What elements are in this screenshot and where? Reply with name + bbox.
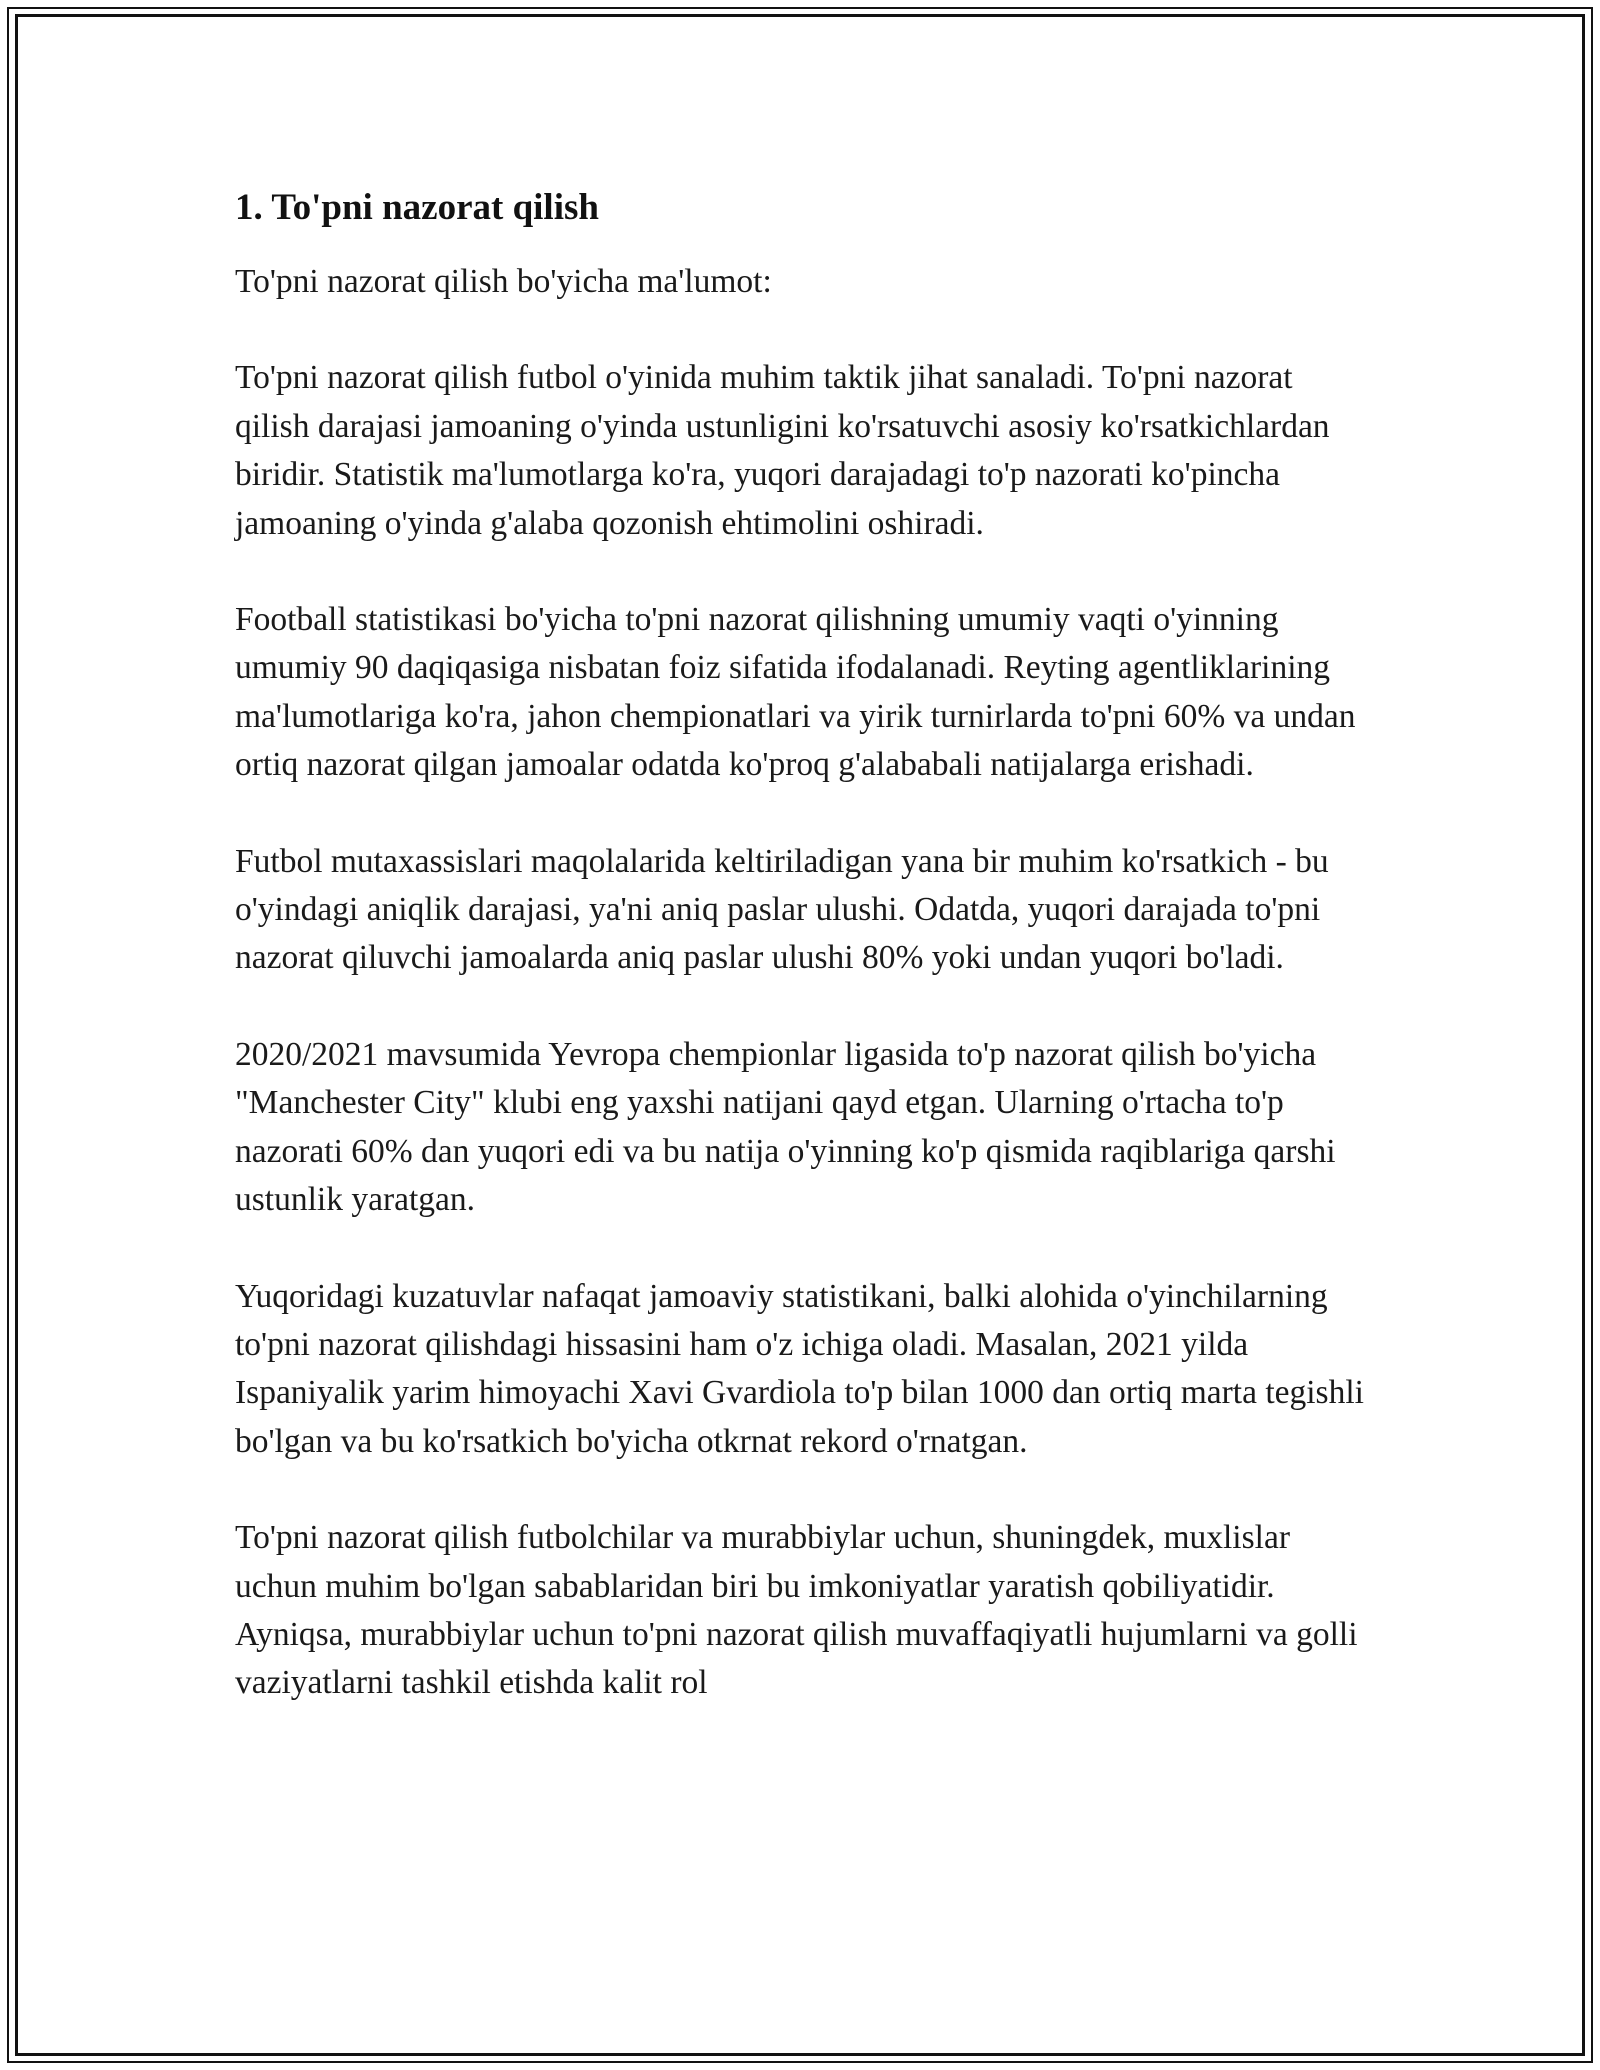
paragraph-individual-players: Yuqoridagi kuzatuvlar nafaqat jamoaviy statistikani, balki alohida o'yinchilarning to'pni nazorat qilishdagi hissasini ham o'z ichiga oladi. Masalan, 2021 yilda Ispaniyalik yarim himoyachi Xavi Gvardiola to'p bilan 1000 dan ortiq marta tegishli bo'lgan va bu ko'rsatkich bo'yicha otkrnat rekord o'rnatgan.	[235, 1277, 1364, 1460]
paragraph-coaches: To'pni nazorat qilish futbolchilar va murabbiylar uchun, shuningdek, muxlislar uchun muhim bo'lgan sabablaridan biri bu imkoniyatlar yaratish qobiliyatidir. Ayniqsa, murabbiylar uchun to'pni nazorat qilish muvaffaqiyatli hujumlarni va golli vaziyatlarni tashkil etishda kalit rol	[235, 1519, 1358, 1702]
section-heading: 1. To'pni nazorat qilish	[235, 187, 599, 228]
paragraph-manchester-city: 2020/2021 mavsumida Yevropa chempionlar ligasida to'p nazorat qilish bo'yicha "Manchester City" klubi eng yaxshi natijani qayd etgan. Ularning o'rtacha to'p nazorati 60% dan yuqori edi va bu natija o'yinning ko'p qismida raqiblariga qarshi ustunlik yaratgan.	[235, 1035, 1336, 1219]
paragraph-pass-accuracy: Futbol mutaxassislari maqolalarida keltiriladigan yana bir muhim ko'rsatkich - bu o'yindagi aniqlik darajasi, ya'ni aniq paslar ulushi. Odatda, yuqori darajada to'pni nazorat qiluvchi jamoalarda aniq paslar ulushi 80% yoki undan yuqori bo'ladi.	[235, 842, 1329, 977]
paragraph-importance: To'pni nazorat qilish futbol o'yinida muhim taktik jihat sanaladi. To'pni nazorat qilish darajasi jamoaning o'yinda ustunligini ko'rsatuvchi asosiy ko'rsatkichlardan biridir. Statistik ma'lumotlarga ko'ra, yuqori darajadagi to'p nazorati ko'pincha jamoaning o'yinda g'alaba qozonish ehtimolini oshiradi.	[235, 359, 1330, 542]
intro-paragraph: To'pni nazorat qilish bo'yicha ma'lumot:	[235, 263, 772, 300]
paragraph-statistics: Football statistikasi bo'yicha to'pni nazorat qilishning umumiy vaqti o'yinning umumiy 90 daqiqasiga nisbatan foiz sifatida ifodalanadi. Reyting agentliklarining ma'lumotlariga ko'ra, jahon chempionatlari va yirik turnirlarda to'pni 60% va undan ortiq nazorat qilgan jamoalar odatda ko'proq g'alababali natijalarga erishadi.	[235, 601, 1356, 784]
document-body	[235, 186, 1375, 1756]
